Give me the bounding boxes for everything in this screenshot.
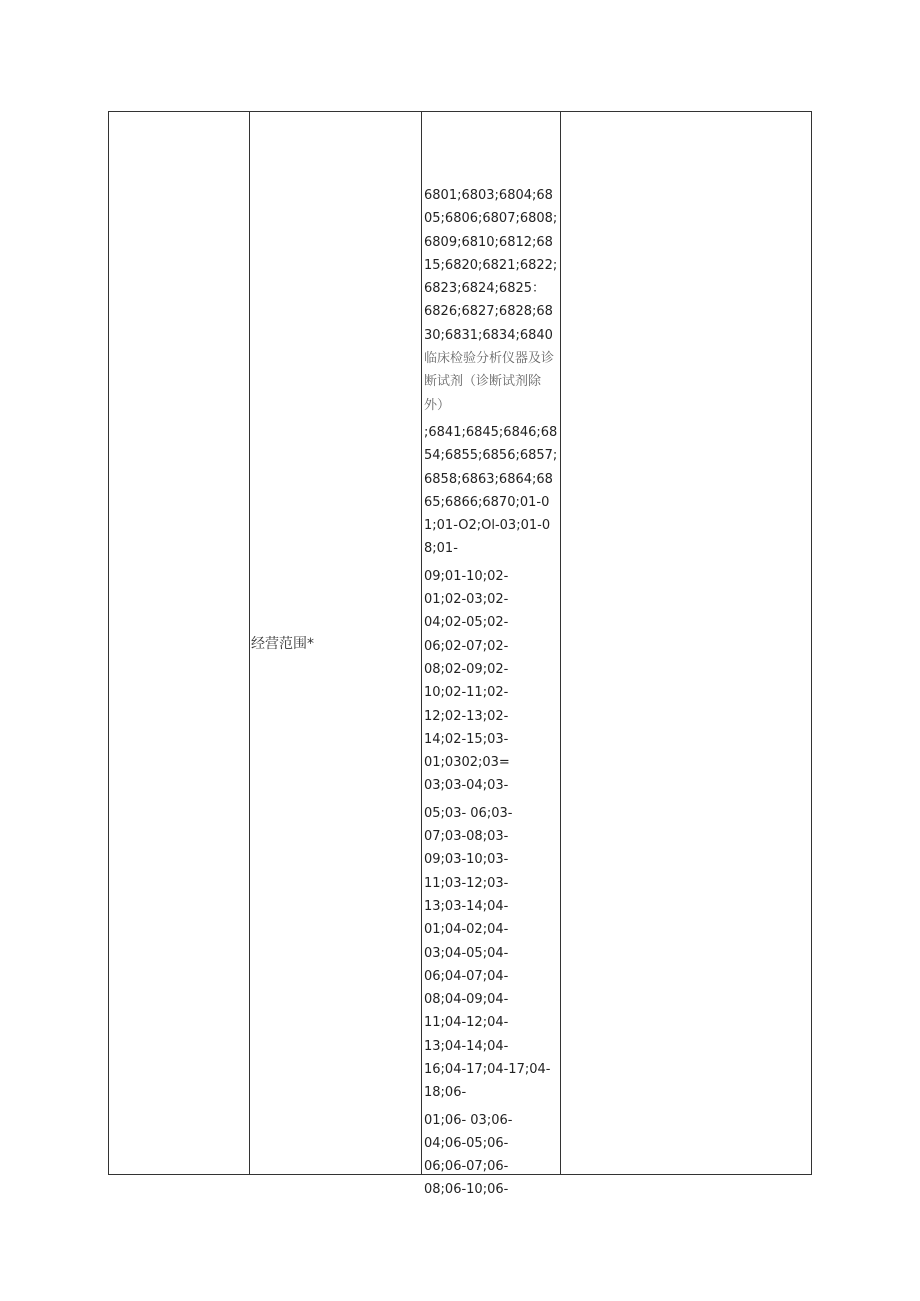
business-scope-value-cell <box>422 112 561 1198</box>
scope-codes: 05;03- 06;03- 07;03-08;03- 09;03-10;03- 11;03-12;03- 13;03-14;04- 01;04-02;04- 03;04-05;04- 06;04-07;04- 08;04-09;04- 11;04-12;04- 13;04-14;04- 16;04-17;04-17;04- 18;06- <box>424 805 551 1101</box>
form-table <box>108 111 812 1198</box>
business-scope-content <box>422 112 560 1198</box>
scope-block-1 <box>424 184 558 417</box>
scope-codes: 01;06- 03;06- 04;06-05;06- 06;06-07;06- 08;06-10;06- <box>424 1112 513 1198</box>
scope-block-5 <box>424 1109 558 1202</box>
scope-block-4 <box>424 802 558 1105</box>
scope-codes: ;6841;6845;6846;6854;6855;6856;6857;6858;6863;6864;6865;6866;6870;01-01;01-O2;Ol-03;01-08;01- <box>424 424 558 557</box>
empty-cell-left <box>109 112 250 1175</box>
field-label-cell <box>250 112 422 1175</box>
scope-block-2 <box>424 421 558 561</box>
scope-description: 临床检验分析仪器及诊断试剂（诊断试剂除外） <box>424 351 555 413</box>
table-row <box>109 112 812 1175</box>
empty-cell-right <box>561 112 812 1175</box>
business-scope-label: 经营范围* <box>251 636 314 652</box>
scope-codes: 09;01-10;02- 01;02-03;02- 04;02-05;02- 06;02-07;02- 08;02-09;02- 10;02-11;02- 12;02-13;02- 14;02-15;03- 01;0302;03= 03;03-04;03- <box>424 568 510 794</box>
scope-block-3 <box>424 565 558 798</box>
scope-codes: 6801;6803;6804;6805;6806;6807;6808;6809;6810;6812;6815;6820;6821;6822;6823;6824;6825： 6826;6827;6828;6830;6831;6834;6840 <box>424 188 558 343</box>
